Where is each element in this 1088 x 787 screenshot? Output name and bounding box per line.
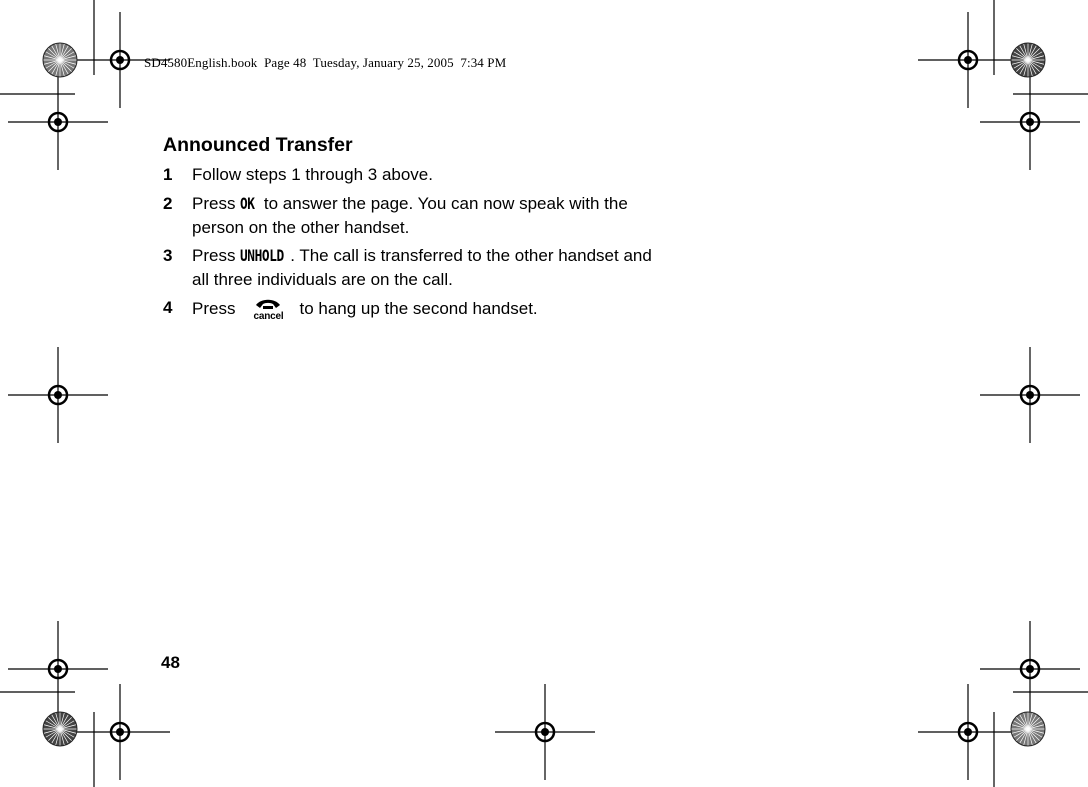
registration-crosshair [495,684,595,780]
step-text-before: Press [192,299,236,318]
step-text [192,244,662,291]
book-page-header: SD4580English.book Page 48 Tuesday, January 25, 2005 7:34 PM [144,55,507,70]
cancel-key [245,296,291,324]
registration-crosshair [8,74,108,170]
step-text-after: to answer the page. You can now speak with the person on the other handset. [192,194,628,237]
registration-crosshair [8,347,108,443]
step-number: 2 [163,194,173,213]
unhold-key-label: UNHOLD [240,246,285,265]
step-text-after: . The call is transferred to the other handset and all three individuals are on the call. [192,246,652,289]
step-text: Follow steps 1 through 3 above. [192,165,433,184]
step-number: 1 [163,165,173,184]
cancel-key-label: cancel [253,311,284,322]
registration-crosshair [980,347,1080,443]
registration-starburst [1011,712,1045,746]
ok-key-label: OK [240,194,255,213]
registration-crosshair [918,684,1018,780]
registration-starburst [43,712,77,746]
registration-crosshair [918,12,1018,108]
step-text-after: to hang up the second handset. [299,299,538,318]
registration-starburst [1011,43,1045,77]
step-text [192,296,662,324]
registration-crosshair [70,684,170,780]
section-title: Announced Transfer [163,134,353,156]
registration-crosshair [8,621,108,717]
registration-crosshair [980,621,1080,717]
step-text-before: Press [192,246,241,265]
registration-crosshair [980,74,1080,170]
step-number: 3 [163,246,173,265]
step-text-before: Press [192,194,241,213]
step-text [192,192,662,239]
page-number: 48 [161,653,180,672]
registration-starburst [43,43,77,77]
step-number: 4 [163,298,173,317]
